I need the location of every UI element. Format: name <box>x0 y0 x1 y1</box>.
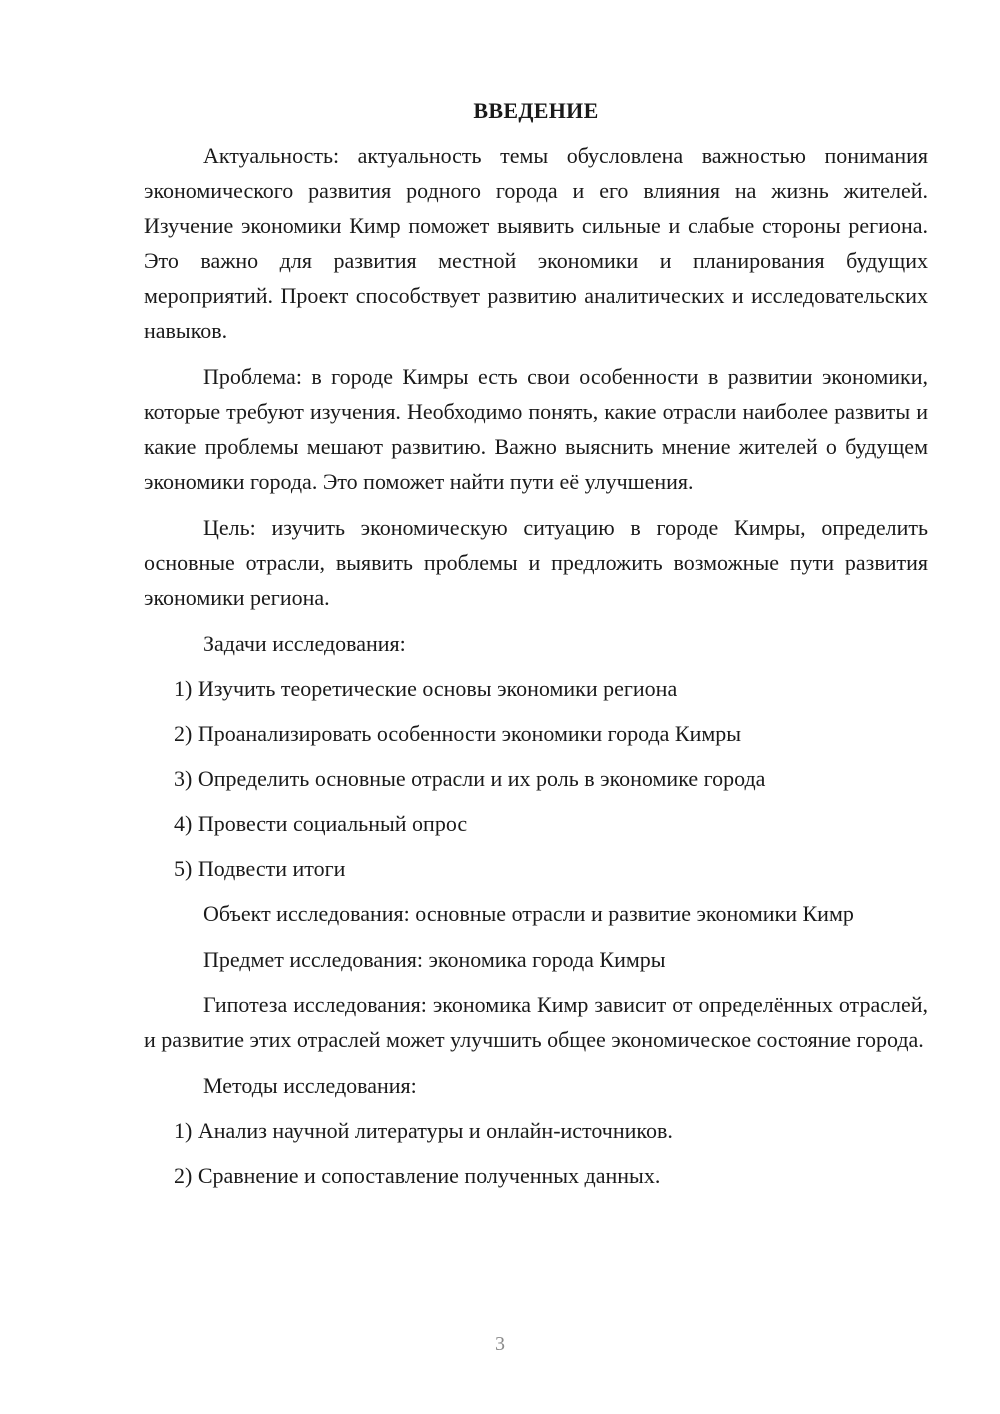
method-item: 2) Сравнение и сопоставление полученных данных. <box>174 1163 661 1188</box>
page-number: 3 <box>495 1333 505 1355</box>
task-item: 1) Изучить теоретические основы экономики региона <box>174 676 678 701</box>
relevance-paragraph: Актуальность: актуальность темы обусловлена важностью понимания экономического развития родного города и его влияния на жизнь жителей. Изучение экономики Кимр поможет выявить сильные и слабые стороны региона. Это важно для развития местной экономики и планирования будущих мероприятий. Проект способствует развитию аналитических и исследовательских навыков. <box>144 143 928 343</box>
task-item: 4) Провести социальный опрос <box>174 811 468 836</box>
subject-paragraph: Предмет исследования: экономика города Кимры <box>203 947 666 972</box>
methods-heading: Методы исследования: <box>203 1073 417 1098</box>
task-item: 3) Определить основные отрасли и их роль в экономике города <box>174 766 766 791</box>
hypothesis-paragraph: Гипотеза исследования: экономика Кимр зависит от определённых отраслей, и развитие этих отраслей может улучшить общее экономическое состояние города. <box>144 992 928 1052</box>
document-title: ВВЕДЕНИЕ <box>473 98 599 123</box>
task-item: 5) Подвести итоги <box>174 856 346 881</box>
goal-paragraph: Цель: изучить экономическую ситуацию в городе Кимры, определить основные отрасли, выявить проблемы и предложить возможные пути развития экономики региона. <box>144 515 928 610</box>
task-item: 2) Проанализировать особенности экономики города Кимры <box>174 721 742 746</box>
tasks-heading: Задачи исследования: <box>203 631 406 656</box>
document-page <box>144 96 928 1203</box>
method-item: 1) Анализ научной литературы и онлайн-источников. <box>174 1118 673 1143</box>
object-paragraph: Объект исследования: основные отрасли и развитие экономики Кимр <box>203 901 854 926</box>
problem-paragraph: Проблема: в городе Кимры есть свои особенности в развитии экономики, которые требуют изучения. Необходимо понять, какие отрасли наиболее развиты и какие проблемы мешают развитию. Важно выяснить мнение жителей о будущем экономики города. Это поможет найти пути её улучшения. <box>144 364 928 494</box>
